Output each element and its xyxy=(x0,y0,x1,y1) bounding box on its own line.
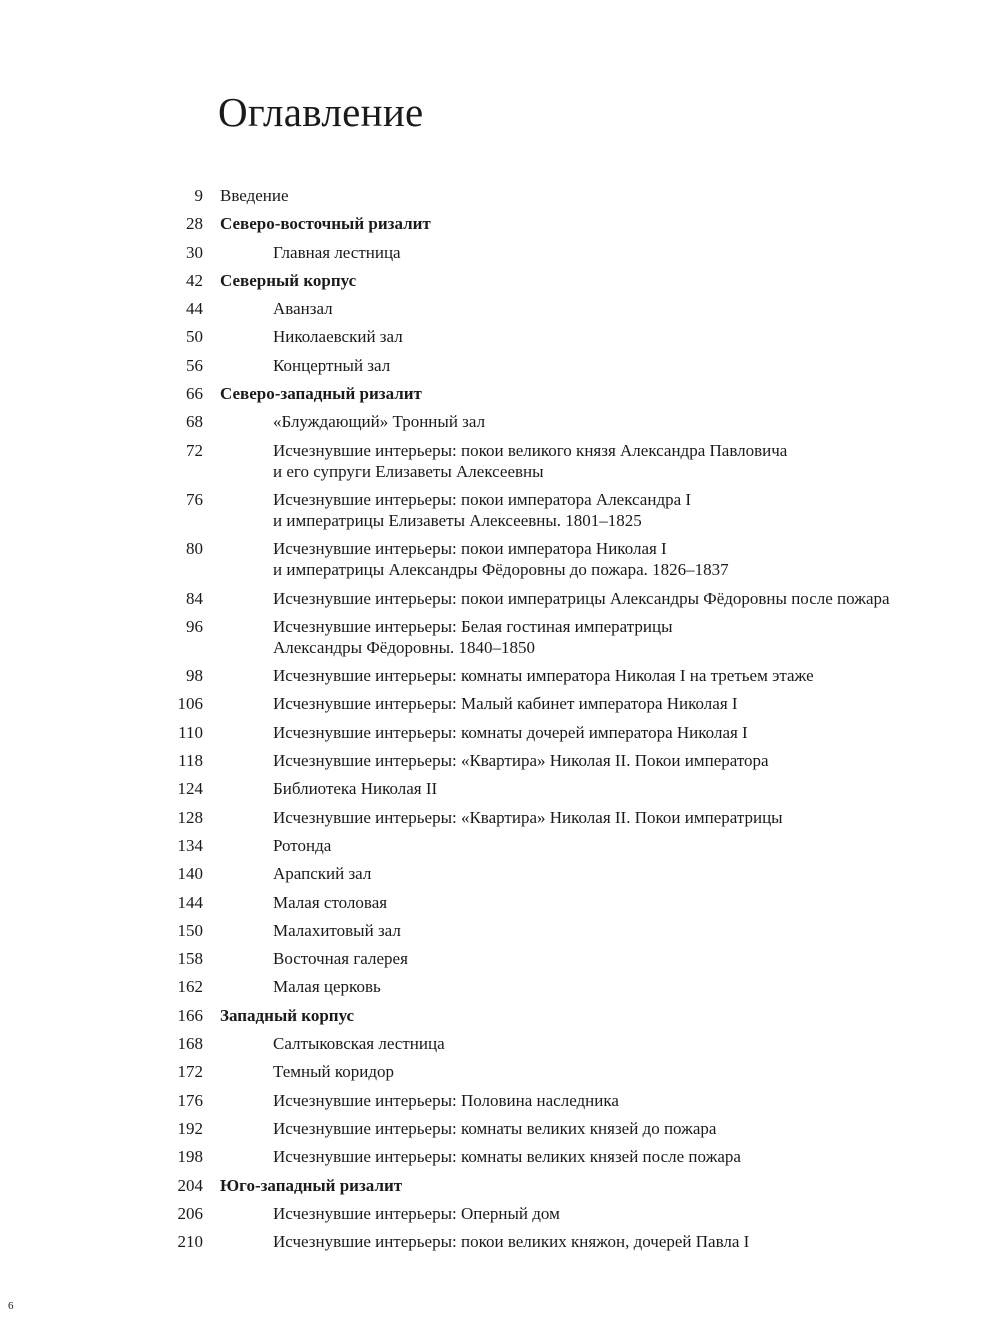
toc-page-number: 66 xyxy=(186,384,203,404)
toc-entry-title xyxy=(273,1146,741,1167)
toc-page-number: 98 xyxy=(186,666,203,686)
toc-section-entry xyxy=(0,1005,1000,1033)
toc-entry-title xyxy=(220,1175,402,1196)
toc-entry-line: Исчезнувшие интерьеры: покои великих княжон, дочерей Павла I xyxy=(273,1232,750,1252)
page-title: Оглавление xyxy=(218,89,424,135)
toc-entry-title xyxy=(220,383,422,404)
toc-entry-title xyxy=(273,1090,619,1111)
toc-entry-title xyxy=(273,750,769,771)
toc-page-number: 106 xyxy=(177,694,203,714)
toc-entry-title xyxy=(273,693,738,714)
toc-page-number: 76 xyxy=(186,489,203,509)
toc-page-number: 9 xyxy=(194,186,203,205)
toc-entry-line: Библиотека Николая II xyxy=(273,779,438,799)
toc-page-number: 56 xyxy=(186,355,203,375)
toc-entry-line: Николаевский зал xyxy=(273,327,403,347)
toc-entry-line: Малая столовая xyxy=(273,892,388,912)
toc-entry xyxy=(0,1118,1000,1146)
toc-entry xyxy=(0,355,1000,383)
toc-entry xyxy=(0,326,1000,354)
toc-entry-line: Исчезнувшие интерьеры: Малый кабинет императора Николая I xyxy=(273,694,738,714)
toc-entry xyxy=(0,242,1000,270)
toc-entry-title xyxy=(273,665,814,686)
toc-entry xyxy=(0,948,1000,976)
toc-page-number: 44 xyxy=(186,299,203,319)
toc-page-number: 172 xyxy=(177,1062,203,1082)
toc-entry-title xyxy=(273,298,333,319)
toc-entry xyxy=(0,1033,1000,1061)
toc-entry-title xyxy=(273,863,371,884)
toc-entry-line: и его супруги Елизаветы Алексеевны xyxy=(273,461,544,481)
toc-entry-title xyxy=(220,1005,354,1026)
toc-entry xyxy=(0,588,1000,616)
toc-entry xyxy=(0,1203,1000,1231)
toc-entry-title xyxy=(273,892,387,913)
toc-page-number: 72 xyxy=(186,440,203,460)
toc-entry-title xyxy=(273,1033,445,1054)
toc-entry xyxy=(0,411,1000,439)
toc-page-number: 176 xyxy=(177,1090,203,1110)
toc-section-entry xyxy=(0,383,1000,411)
table-of-contents xyxy=(0,185,1000,1259)
toc-entry-title xyxy=(273,948,408,969)
toc-entry-title xyxy=(273,1203,560,1224)
toc-page-number: 210 xyxy=(177,1232,203,1252)
toc-entry-title xyxy=(273,1231,749,1252)
toc-entry-line: Северо-западный ризалит xyxy=(220,384,422,404)
toc-page-number: 206 xyxy=(177,1203,203,1223)
toc-entry-line: Исчезнувшие интерьеры: покои императора Николая I xyxy=(273,539,667,559)
toc-entry-title xyxy=(273,920,401,941)
toc-entry xyxy=(0,693,1000,721)
toc-entry xyxy=(0,665,1000,693)
toc-entry xyxy=(0,778,1000,806)
toc-section-entry xyxy=(0,1175,1000,1203)
toc-page-number: 118 xyxy=(178,751,203,771)
toc-entry-title xyxy=(273,411,485,432)
toc-entry xyxy=(0,1061,1000,1089)
toc-entry xyxy=(0,489,1000,538)
toc-page-number: 28 xyxy=(186,214,203,234)
toc-entry-line: Западный корпус xyxy=(220,1005,355,1025)
toc-entry-title xyxy=(273,722,748,743)
toc-entry-line: Ротонда xyxy=(273,835,332,855)
toc-entry-line: и императрицы Елизаветы Алексеевны. 1801–1825 xyxy=(273,510,642,530)
toc-entry-line: Арапский зал xyxy=(273,864,372,884)
toc-entry xyxy=(0,863,1000,891)
toc-entry-line: Александры Фёдоровны. 1840–1850 xyxy=(273,637,536,657)
toc-entry-title xyxy=(220,185,289,206)
toc-section-entry xyxy=(0,270,1000,298)
toc-entry xyxy=(0,1146,1000,1174)
toc-entry-line: Исчезнувшие интерьеры: покои императрицы Александры Фёдоровны после пожара xyxy=(273,588,890,608)
toc-entry xyxy=(0,892,1000,920)
toc-entry-line: Исчезнувшие интерьеры: комнаты великих князей до пожара xyxy=(273,1118,717,1138)
toc-entry-title xyxy=(220,213,431,234)
toc-entry-line: Исчезнувшие интерьеры: Половина наследника xyxy=(273,1090,619,1110)
toc-page-number: 144 xyxy=(177,892,203,912)
toc-page-number: 162 xyxy=(177,977,203,997)
toc-entry xyxy=(0,722,1000,750)
toc-page-number: 140 xyxy=(177,864,203,884)
toc-entry-line: Концертный зал xyxy=(273,355,391,375)
toc-page-number: 168 xyxy=(177,1034,203,1054)
toc-entry-line: «Блуждающий» Тронный зал xyxy=(273,412,486,432)
toc-page-number: 68 xyxy=(186,412,203,432)
toc-entry-title xyxy=(273,588,890,609)
toc-entry xyxy=(0,750,1000,778)
toc-entry-line: Малахитовый зал xyxy=(273,920,401,940)
toc-entry xyxy=(0,976,1000,1004)
toc-entry xyxy=(0,1231,1000,1259)
toc-page-number: 134 xyxy=(177,835,203,855)
toc-page-number: 30 xyxy=(186,242,203,262)
toc-entry-line: Исчезнувшие интерьеры: покои императора Александра I xyxy=(273,489,692,509)
toc-page-number: 128 xyxy=(177,807,203,827)
toc-entry xyxy=(0,538,1000,587)
toc-entry xyxy=(0,1090,1000,1118)
toc-entry-line: Северный корпус xyxy=(220,270,357,290)
toc-entry-line: Салтыковская лестница xyxy=(273,1034,445,1054)
toc-page-number: 84 xyxy=(186,588,203,608)
toc-entry-line: Юго-западный ризалит xyxy=(220,1175,403,1195)
toc-section-entry xyxy=(0,213,1000,241)
toc-entry-title xyxy=(220,270,356,291)
toc-page-number: 80 xyxy=(186,539,203,559)
toc-entry-line: Исчезнувшие интерьеры: комнаты императора Николая I на третьем этаже xyxy=(273,666,814,686)
toc-entry-line: Исчезнувшие интерьеры: «Квартира» Николая II. Покои императрицы xyxy=(273,807,783,827)
toc-entry-title xyxy=(273,538,729,580)
toc-page-number: 198 xyxy=(177,1147,203,1167)
toc-entry xyxy=(0,440,1000,489)
toc-page-number: 110 xyxy=(178,722,203,742)
toc-entry-title xyxy=(273,835,331,856)
toc-entry-line: Восточная галерея xyxy=(273,949,408,969)
toc-entry-line: Исчезнувшие интерьеры: Белая гостиная императрицы xyxy=(273,616,673,636)
toc-entry xyxy=(0,298,1000,326)
toc-entry-line: и императрицы Александры Фёдоровны до пожара. 1826–1837 xyxy=(273,560,729,580)
toc-entry-line: Исчезнувшие интерьеры: покои великого князя Александра Павловича xyxy=(273,440,788,460)
toc-entry-line: Темный коридор xyxy=(273,1062,395,1082)
toc-entry-title xyxy=(273,1118,716,1139)
toc-page-number: 166 xyxy=(177,1005,203,1025)
toc-entry-line: Введение xyxy=(220,186,289,205)
toc-entry-line: Северо-восточный ризалит xyxy=(220,214,431,234)
toc-page-number: 192 xyxy=(177,1118,203,1138)
toc-page-number: 158 xyxy=(177,949,203,969)
toc-entry-title xyxy=(273,976,381,997)
toc-entry-title xyxy=(273,489,691,531)
toc-entry xyxy=(0,835,1000,863)
toc-page-number: 96 xyxy=(186,616,203,636)
toc-entry-title xyxy=(273,778,437,799)
page-number: 6 xyxy=(8,1300,14,1312)
toc-entry-title xyxy=(273,807,783,828)
toc-entry-line: Исчезнувшие интерьеры: комнаты великих князей после пожара xyxy=(273,1147,741,1167)
toc-entry-title xyxy=(273,326,403,347)
toc-entry-title xyxy=(273,242,401,263)
toc-entry-title xyxy=(273,1061,394,1082)
toc-entry-line: Аванзал xyxy=(273,299,333,319)
toc-page-number: 150 xyxy=(177,920,203,940)
toc-entry-title xyxy=(273,616,673,658)
toc-entry xyxy=(0,185,1000,213)
toc-entry xyxy=(0,920,1000,948)
toc-entry-title xyxy=(273,440,787,482)
toc-entry xyxy=(0,807,1000,835)
toc-page-number: 204 xyxy=(177,1175,203,1195)
toc-entry xyxy=(0,616,1000,665)
toc-entry-title xyxy=(273,355,390,376)
toc-page-number: 50 xyxy=(186,327,203,347)
toc-entry-line: Исчезнувшие интерьеры: Оперный дом xyxy=(273,1203,560,1223)
toc-entry-line: Малая церковь xyxy=(273,977,381,997)
toc-entry-line: Исчезнувшие интерьеры: «Квартира» Николая II. Покои императора xyxy=(273,751,769,771)
toc-page-number: 42 xyxy=(186,270,203,290)
toc-entry-line: Главная лестница xyxy=(273,242,401,262)
toc-entry-line: Исчезнувшие интерьеры: комнаты дочерей императора Николая I xyxy=(273,722,748,742)
toc-page-number: 124 xyxy=(177,779,203,799)
